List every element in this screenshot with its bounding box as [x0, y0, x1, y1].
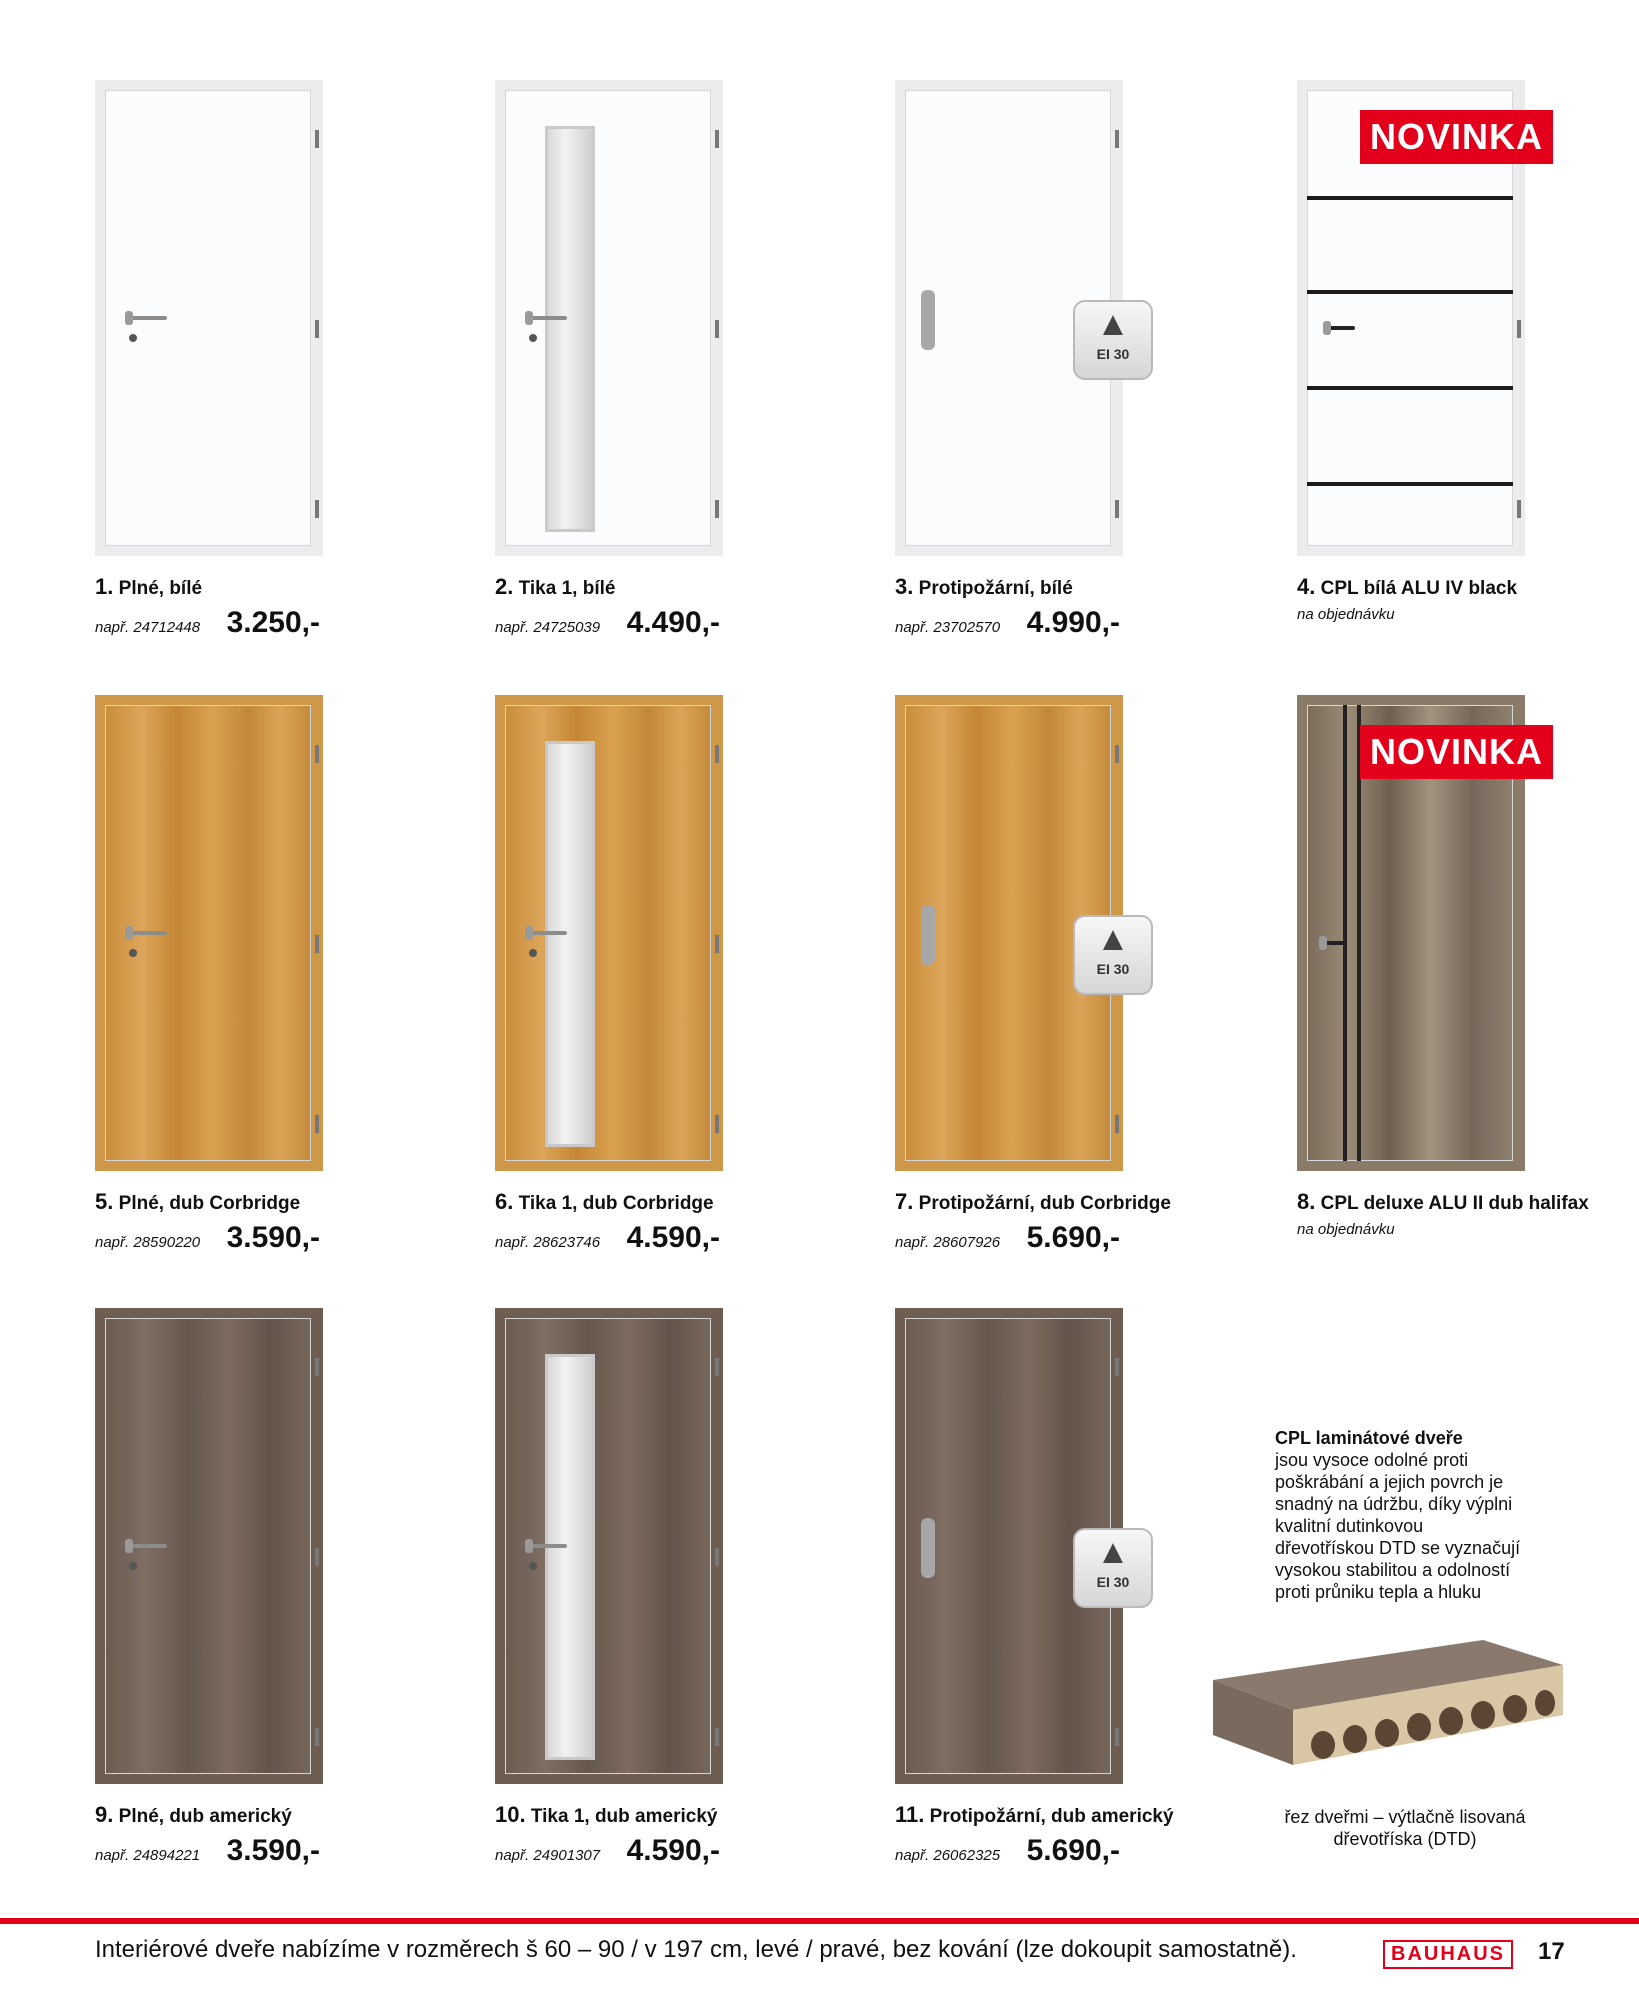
fire-rating-badge: ▲ EI 30	[1073, 300, 1153, 380]
product-title: 6. Tika 1, dub Corbridge	[495, 1189, 714, 1214]
handle-icon	[527, 931, 567, 935]
product-code: např. 24894221	[95, 1847, 201, 1864]
product-title: 11. Protipožární, dub americký	[895, 1802, 1174, 1827]
product-title: 9. Plné, dub americký	[95, 1802, 292, 1827]
door-image	[95, 1308, 323, 1784]
handle-icon	[127, 1544, 167, 1548]
footer-note: Interiérové dveře nabízíme v rozměrech š 60 – 90 / v 197 cm, levé / pravé, bez kování (lze dokoupit samostatně).	[95, 1936, 1297, 1963]
cpl-info-text: jsou vysoce odolné proti poškrábání a jejich povrch je snadný na údržbu, díky výplni kvalitní dutinkovou dřevotřískou DTD se vyznačují vysokou stabilitou a odolností proti průniku tepla a hluku	[1275, 1450, 1521, 1602]
new-badge: NOVINKA	[1360, 110, 1553, 164]
handle-icon	[127, 316, 167, 320]
product-code: např. 28623746	[495, 1234, 601, 1251]
product-code: na objednávku	[1297, 606, 1395, 623]
door-image	[495, 1308, 723, 1784]
product-price: 4.490,-	[626, 606, 720, 639]
product-code: např. 26062325	[895, 1847, 1001, 1864]
fire-rating-badge: ▲ EI 30	[1073, 1528, 1153, 1608]
product-price: 3.590,-	[226, 1834, 320, 1867]
product-card[interactable]	[95, 1308, 425, 1868]
panel-caption: řez dveřmi – výtlačně lisovaná dřevotříska (DTD)	[1284, 1807, 1526, 1849]
product-card[interactable]	[95, 695, 425, 1255]
product-code: např. 23702570	[895, 619, 1001, 636]
product-price: 3.250,-	[226, 606, 320, 639]
door-image	[495, 695, 723, 1171]
door-image	[1297, 80, 1543, 556]
bauhaus-logo: BAUHAUS	[1383, 1940, 1513, 1969]
product-price: 4.590,-	[626, 1221, 720, 1254]
product-card[interactable]	[95, 80, 425, 640]
product-card[interactable]	[495, 695, 825, 1255]
product-card[interactable]	[1297, 80, 1627, 623]
product-title: 2. Tika 1, bílé	[495, 574, 616, 599]
product-title: 5. Plné, dub Corbridge	[95, 1189, 301, 1214]
door-image	[895, 695, 1130, 1171]
product-code: např. 28607926	[895, 1234, 1001, 1251]
product-title: 7. Protipožární, dub Corbridge	[895, 1189, 1171, 1214]
fire-rating-badge: ▲ EI 30	[1073, 915, 1153, 995]
product-card[interactable]	[895, 80, 1225, 640]
handle-icon	[527, 1544, 567, 1548]
handle-icon	[527, 316, 567, 320]
product-code: např. 24725039	[495, 619, 601, 636]
handle-icon	[1325, 326, 1355, 330]
handle-icon	[127, 931, 167, 935]
handle-icon	[1321, 941, 1347, 945]
cpl-info	[1275, 1427, 1525, 1603]
product-price: 4.990,-	[1026, 606, 1120, 639]
product-code: např. 24712448	[95, 619, 201, 636]
product-code: na objednávku	[1297, 1221, 1395, 1238]
door-image	[1297, 695, 1543, 1171]
flame-icon: ▲	[1096, 920, 1130, 958]
door-image	[95, 80, 323, 556]
product-card[interactable]	[495, 80, 825, 640]
product-card[interactable]	[895, 1308, 1225, 1868]
glass-panel	[545, 1354, 595, 1760]
product-title: 1. Plné, bílé	[95, 574, 203, 599]
security-handle-icon	[921, 905, 935, 965]
new-badge: NOVINKA	[1360, 725, 1553, 779]
door-image	[895, 80, 1130, 556]
product-code: např. 28590220	[95, 1234, 201, 1251]
page-number: 17	[1538, 1938, 1565, 1965]
door-cross-section-image	[1213, 1640, 1563, 1775]
security-handle-icon	[921, 1518, 935, 1578]
door-image	[495, 80, 723, 556]
security-handle-icon	[921, 290, 935, 350]
product-price: 4.590,-	[626, 1834, 720, 1867]
flame-icon: ▲	[1096, 1533, 1130, 1571]
product-card[interactable]	[1297, 695, 1627, 1238]
product-code: např. 24901307	[495, 1847, 601, 1864]
glass-panel	[545, 741, 595, 1147]
flame-icon: ▲	[1096, 305, 1130, 343]
product-price: 5.690,-	[1026, 1221, 1120, 1254]
product-card[interactable]	[495, 1308, 825, 1868]
product-price: 3.590,-	[226, 1221, 320, 1254]
product-price: 5.690,-	[1026, 1834, 1120, 1867]
door-image	[895, 1308, 1130, 1784]
door-image	[95, 695, 323, 1171]
product-title: 3. Protipožární, bílé	[895, 574, 1073, 599]
product-title: 8. CPL deluxe ALU II dub halifax	[1297, 1189, 1589, 1214]
product-title: 10. Tika 1, dub americký	[495, 1802, 718, 1827]
cpl-info-heading: CPL laminátové dveře	[1275, 1428, 1463, 1448]
product-card[interactable]	[895, 695, 1225, 1255]
glass-panel	[545, 126, 595, 532]
footer-divider	[0, 1918, 1639, 1924]
product-title: 4. CPL bílá ALU IV black	[1297, 574, 1518, 599]
